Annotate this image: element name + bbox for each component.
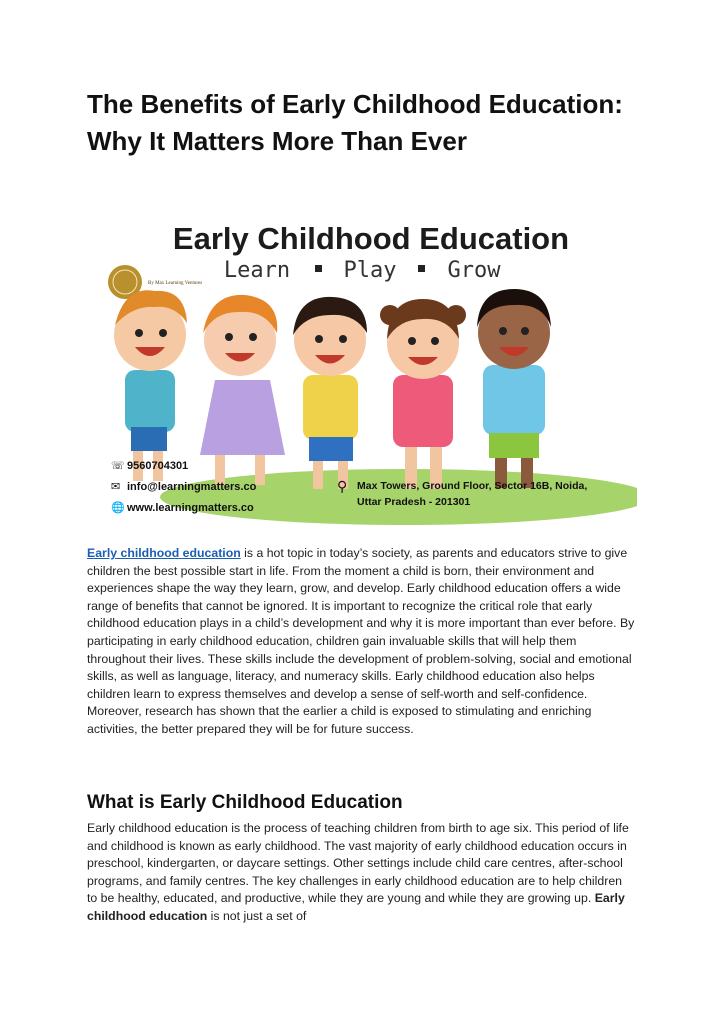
section-paragraph (87, 820, 635, 926)
section-heading: What is Early Childhood Education (87, 792, 403, 813)
section-body: Early childhood education is the process of teaching children from birth to age six. This period of life and childhood is known as early childhood. The vast majority of early childhood education occurs in preschool, kindergarten, or daycare settings. Other settings include child care centres, after-school programs, and family centres. The key challenges in early childhood education are to help children to be healthy, educated, and productive, while they are young and while they are growing up. (87, 821, 629, 906)
child-illustration-2 (200, 295, 285, 485)
hero-tagline-learn: Learn (223, 258, 291, 283)
hero-tagline-grow: Grow (447, 258, 501, 283)
section-bold-text: Early childhood education (87, 891, 625, 923)
contact-address-line2: Uttar Pradesh - 201301 (357, 496, 471, 508)
contact-address-line1: Max Towers, Ground Floor, Sector 16B, Noida, (357, 480, 588, 492)
hero-image (105, 215, 637, 527)
child-illustration-4 (380, 299, 466, 489)
section-body-tail: is not just a set of (207, 908, 307, 923)
contact-website: www.learningmatters.co (127, 502, 254, 514)
hero-heading: Early Childhood Education (172, 221, 570, 256)
phone-icon: ☏ (111, 459, 125, 472)
globe-icon: 🌐 (111, 501, 125, 514)
child-illustration-3 (293, 297, 367, 489)
tagline-dot-1 (315, 265, 322, 272)
intro-body: is a hot topic in today’s society, as parents and educators strive to give children the best possible start in life. From the moment a child is born, their environment and experiences shape the way they learn, grow, and develop. Early childhood education offers a wide range of benefits that cannot be ignored. It is important to recognize the critical role that early childhood education plays in a child’s development and why it is more important than ever before. By participating in early childhood education, children gain invaluable skills that will help them throughout their lives. These skills include the development of problem-solving, social and emotional skills, as well as language, literacy, and numeracy skills. Early childhood education also helps children learn to express themselves and develop a sense of self-worth and self-confidence. Moreover, research has shown that the earlier a child is exposed to stimulating and enriching activities, the better prepared they will be for future success. (87, 546, 635, 736)
early-childhood-education-link[interactable]: Early childhood education (87, 546, 241, 560)
child-illustration-1 (114, 290, 187, 481)
hero-tagline-play: Play (343, 258, 397, 283)
child-illustration-5 (477, 289, 551, 488)
logo-small-text: By Max Learning Ventures (148, 281, 203, 286)
contact-email: info@learningmatters.co (127, 481, 257, 493)
tagline-dot-2 (418, 265, 425, 272)
contact-phone: 9560704301 (127, 460, 189, 472)
location-pin-icon: ⚲ (337, 479, 348, 495)
intro-paragraph (87, 545, 635, 739)
email-icon: ✉ (111, 480, 121, 493)
page-title: The Benefits of Early Childhood Education: Why It Matters More Than Ever (87, 89, 623, 156)
